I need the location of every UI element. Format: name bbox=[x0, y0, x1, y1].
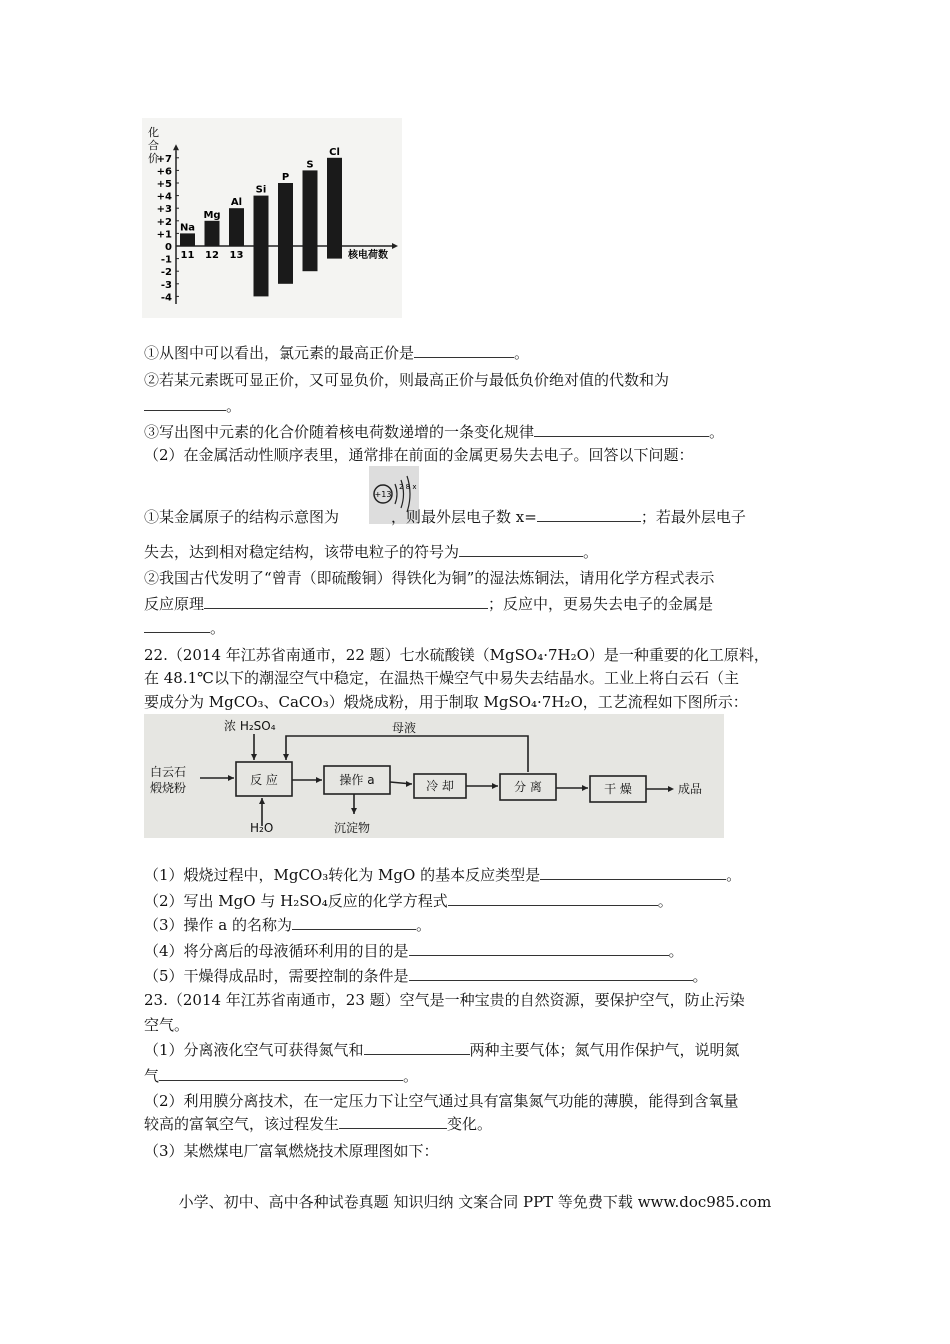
q22-line2: 在 48.1℃以下的潮湿空气中稳定，在温热干燥空气中易失去结晶水。工业上将白云石（主 bbox=[144, 669, 739, 687]
q23-s2: （2）利用膜分离技术，在一定压力下让空气通过具有富集氮气功能的薄膜，能得到含氧量 bbox=[144, 1092, 739, 1110]
y-axis-label-char: 价 bbox=[148, 152, 159, 165]
q2-line1: ①某金属原子的结构示意图为 ，则最外层电子数 x= ；若最外层电子 bbox=[144, 508, 746, 526]
bar-positive-Cl bbox=[327, 158, 342, 246]
x-tick-label: 11 bbox=[180, 250, 195, 261]
q1-line1: ①从图中可以看出，氯元素的最高正价是 。 bbox=[144, 344, 530, 362]
y-axis-label-char: 化 bbox=[148, 126, 159, 139]
bar-positive-P bbox=[278, 183, 293, 246]
q1-line4: ③写出图中元素的化合价随着核电荷数递增的一条变化规律 。 bbox=[144, 423, 725, 441]
q2-line5: 。 bbox=[144, 618, 225, 638]
flow-reaction: 反 应 bbox=[250, 773, 278, 787]
bar-label-P: P bbox=[281, 172, 290, 183]
q2-intro: （2）在金属活动性顺序表里，通常排在前面的金属更易失去电子。回答以下问题： bbox=[144, 446, 694, 464]
q22-s5: （5）干燥得成品时，需要控制的条件是 。 bbox=[144, 967, 708, 985]
process-flow-diagram bbox=[144, 714, 724, 838]
flow-operation: 操作 a bbox=[339, 773, 375, 787]
q22-s3: （3）操作 a 的名称为 。 bbox=[144, 916, 432, 934]
y-axis-label-char: 合 bbox=[148, 139, 159, 152]
q23-line1: 23.（2014 年江苏省南通市，23 题）空气是一种宝贵的自然资源，要保护空气，防止污染 bbox=[144, 991, 745, 1009]
bar-label-Cl: Cl bbox=[329, 146, 340, 158]
q23-s1-cont: 气 。 bbox=[144, 1067, 419, 1085]
q22-line1: 22.（2014 年江苏省南通市，22 题）七水硫酸镁（MgSO₄·7H₂O）是一种重要的化工原料， bbox=[144, 646, 769, 664]
bar-negative-Cl bbox=[327, 246, 342, 259]
y-tick-label: +1 bbox=[156, 229, 172, 241]
atom-nucleus: +13 bbox=[374, 490, 392, 499]
valence-chart bbox=[142, 118, 402, 318]
flow-cool: 冷 却 bbox=[426, 779, 454, 793]
q2-line2: 失去，达到相对稳定结构，该带电粒子的符号为 。 bbox=[144, 543, 599, 561]
q22-line3: 要成分为 MgCO₃、CaCO₃）煅烧成粉，用于制取 MgSO₄·7H₂O，工艺流程如下图所示： bbox=[144, 693, 748, 711]
q1-line2: ②若某元素既可显正价，又可显负价，则最高正价与最低负价绝对值的代数和为 bbox=[144, 371, 670, 389]
bar-positive-Al bbox=[229, 208, 244, 246]
page-footer: 小学、初中、高中各种试卷真题 知识归纳 文案合同 PPT 等免费下载 www.doc985.com bbox=[178, 1193, 772, 1211]
bar-label-Si: Si bbox=[255, 184, 267, 196]
y-tick-label: +5 bbox=[156, 179, 172, 190]
flow-product: 成品 bbox=[678, 782, 703, 796]
flow-acid: 浓 H₂SO₄ bbox=[224, 719, 276, 733]
q1-line3: 。 bbox=[144, 396, 241, 416]
bar-label-Al: Al bbox=[230, 197, 243, 209]
x-tick-label: 12 bbox=[205, 250, 219, 261]
flow-input-1: 白云石 bbox=[150, 765, 187, 779]
q23-s3: （3）某燃煤电厂富氧燃烧技术原理图如下： bbox=[144, 1142, 439, 1160]
flow-dry: 干 燥 bbox=[604, 782, 632, 796]
bar-negative-S bbox=[303, 246, 318, 271]
bar-negative-P bbox=[278, 246, 293, 284]
q22-s1: （1）煅烧过程中，MgCO₃转化为 MgO 的基本反应类型是 。 bbox=[144, 866, 742, 884]
bar-negative-Si bbox=[254, 246, 269, 296]
y-tick-label: -3 bbox=[160, 279, 172, 291]
y-tick-label: +7 bbox=[156, 153, 172, 165]
y-tick-label: +6 bbox=[156, 166, 172, 178]
y-tick-label: 0 bbox=[165, 242, 172, 253]
flow-separate: 分 离 bbox=[514, 780, 542, 794]
bar-positive-Si bbox=[254, 196, 269, 246]
bar-positive-S bbox=[303, 170, 318, 246]
q22-s2: （2）写出 MgO 与 H₂SO₄反应的化学方程式 。 bbox=[144, 892, 673, 910]
bar-label-Mg: Mg bbox=[203, 209, 221, 221]
bar-positive-Na bbox=[180, 233, 195, 246]
atom-shells: 2 8 x bbox=[399, 483, 417, 491]
flow-input-2: 煅烧粉 bbox=[150, 781, 187, 795]
q2-line3: ②我国古代发明了“曾青（即硫酸铜）得铁化为铜”的湿法炼铜法，请用化学方程式表示 bbox=[144, 569, 715, 587]
flow-precipitate: 沉淀物 bbox=[334, 821, 371, 835]
y-tick-label: -1 bbox=[160, 254, 172, 266]
y-tick-label: +3 bbox=[156, 204, 172, 216]
bar-label-S: S bbox=[306, 159, 314, 171]
q2-line4: 反应原理 ；反应中，更易失去电子的金属是 bbox=[144, 595, 714, 613]
y-tick-label: -2 bbox=[160, 267, 172, 279]
q23-s1: （1）分离液化空气可获得氮气和 两种主要气体；氮气用作保护气，说明氮 bbox=[144, 1041, 740, 1059]
q22-s4: （4）将分离后的母液循环利用的目的是 。 bbox=[144, 942, 684, 960]
y-tick-label: -4 bbox=[160, 292, 172, 304]
flow-mother-liquor: 母液 bbox=[392, 721, 417, 735]
y-tick-label: +2 bbox=[156, 216, 172, 228]
flow-water: H₂O bbox=[250, 821, 274, 835]
bar-label-Na: Na bbox=[179, 222, 196, 234]
x-tick-label: 13 bbox=[229, 250, 244, 261]
x-axis-label: 核电荷数 bbox=[348, 250, 388, 261]
y-tick-label: +4 bbox=[156, 191, 172, 203]
q23-s2-cont: 较高的富氧空气，该过程发生 变化。 bbox=[144, 1115, 493, 1133]
bar-positive-Mg bbox=[205, 221, 220, 246]
q23-line2: 空气。 bbox=[144, 1016, 190, 1034]
